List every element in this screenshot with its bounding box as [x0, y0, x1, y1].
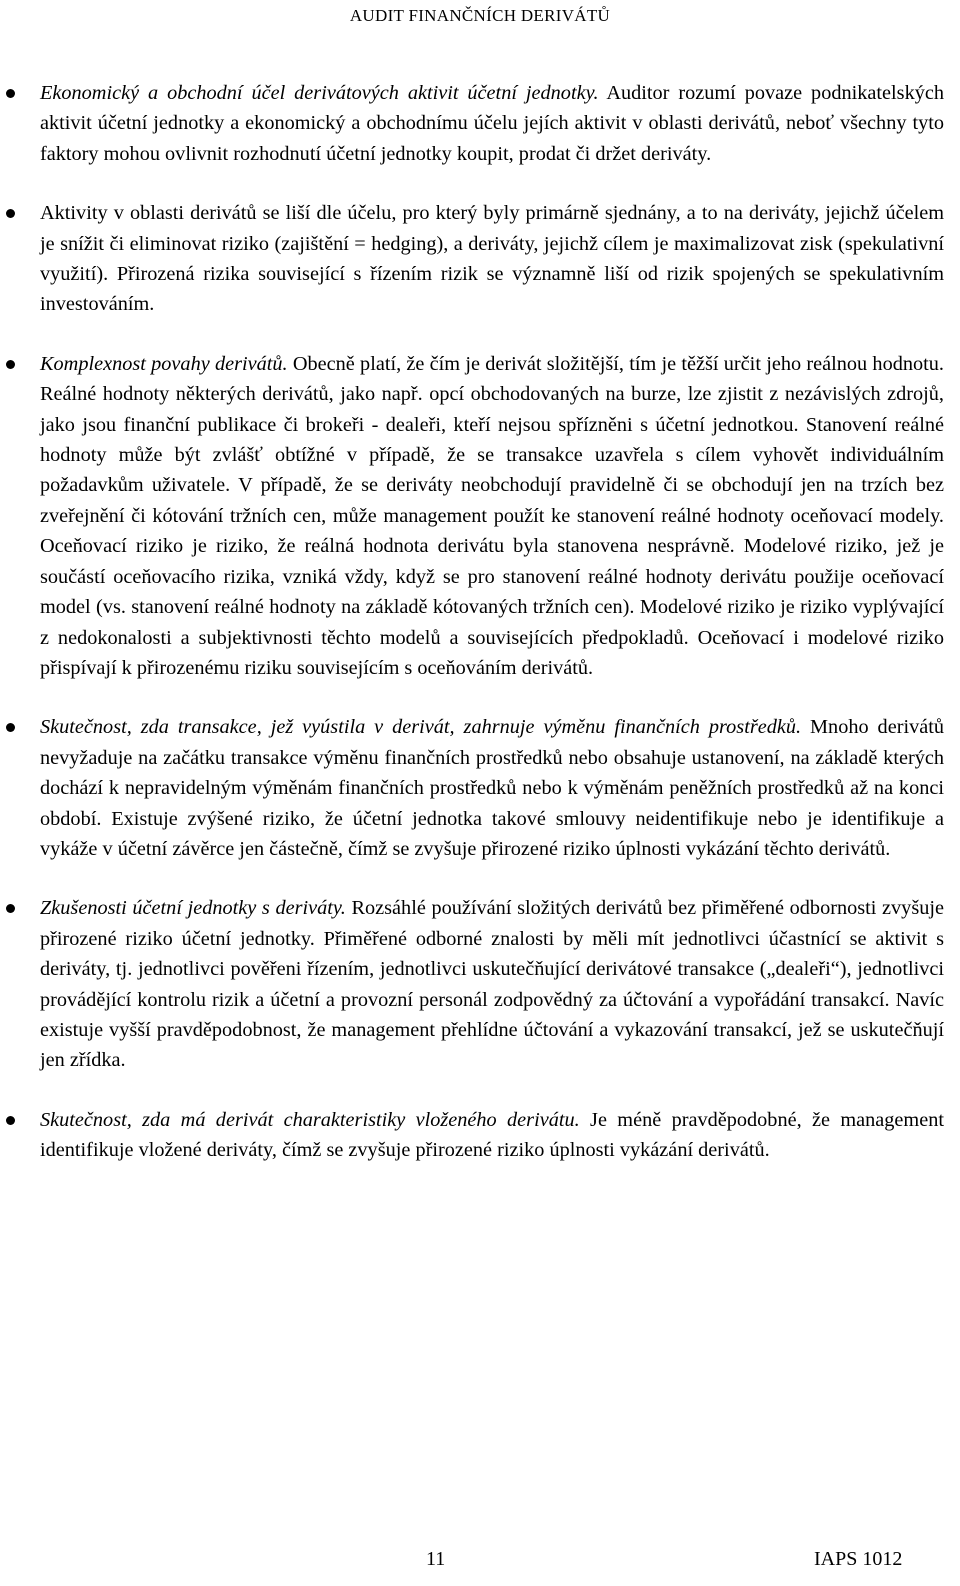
item-text: Aktivity v oblasti derivátů se liší dle účelu, pro který byly primárně sjednány, a to na deriváty, jejichž účelem je snížit či eliminovat riziko (zajištění = hedging), a deriváty, jejichž cílem je maximalizovat zisk (spekulativní využití). Přirozená rizika související s řízením rizik se významně liší od rizik spojených se spekulativním investováním.	[40, 202, 944, 316]
page-number: 11	[426, 1548, 446, 1570]
list-item	[0, 198, 960, 320]
bullet-icon	[6, 360, 15, 369]
bullet-icon	[6, 1116, 15, 1125]
item-lead: Zkušenosti účetní jednotky s deriváty.	[40, 897, 346, 920]
list-item	[0, 893, 960, 1075]
bullet-icon	[6, 89, 15, 98]
item-text: Auditor rozumí povaze podnikatelských aktivit účetní jednotky a ekonomický a obchodnímu účelu jejích aktivit v oblasti derivátů, neboť všechny tyto faktory mohou ovlivnit rozhodnutí účetní jednotky koupit, prodat či držet deriváty.	[40, 82, 944, 165]
running-header: AUDIT FINANČNÍCH DERIVÁTŮ	[349, 6, 611, 25]
item-text: Je méně pravděpodobné, že management identifikuje vložené deriváty, čímž se zvyšuje přirozené riziko úplnosti vykázání derivátů.	[40, 1108, 944, 1162]
item-text: Mnoho derivátů nevyžaduje na začátku transakce výměnu finančních prostředků nebo obsahuje ustanovení, na základě kterých dochází k nepravidelným výměnám finančních prostředků nebo k výměnám peněžních prostředků až na konci období. Existuje zvýšené riziko, že účetní jednotka takové smlouvy neidentifikuje nebo je identifikuje a vykáže v účetní závěrce jen částečně, čímž se zvyšuje přirozené riziko úplnosti vykázání těchto derivátů.	[40, 716, 945, 860]
bullet-list	[0, 78, 960, 1195]
item-lead: Skutečnost, zda má derivát charakteristiky vloženého derivátu.	[40, 1108, 580, 1131]
document-code: IAPS 1012	[814, 1548, 903, 1570]
bullet-icon	[6, 209, 15, 218]
list-item	[0, 1105, 960, 1166]
item-text: Obecně platí, že čím je derivát složitější, tím je těžší určit jeho reálnou hodnotu. Reálné hodnoty některých derivátů, jako např. opcí obchodovaných na burze, lze zjistit z nezávislých zdrojů, jako jsou finanční publikace či brokeři - dealeři, kteří nejsou spřízněni s účetní jednotkou. Stanovení reálné hodnoty může být zvlášť obtížné v případě, že se transakce uzavřela s cílem vyhovět individuálním požadavkům uživatele. V případě, že se deriváty neobchodují pravidelně či se obchodují jen na trzích bez zveřejnění či kótování tržních cen, může management použít ke stanovení reálné hodnoty oceňovací modely. Oceňovací riziko je riziko, že reálná hodnota derivátu byla stanovena nesprávně. Modelové riziko, jež je součástí oceňovacího rizika, vzniká vždy, když se pro stanovení reálné hodnoty derivátu použije oceňovací model (vs. stanovení reálné hodnoty na základě kótovaných tržních cen). Modelové riziko je riziko vyplývající z nedokonalosti a subjektivnosti těchto modelů a souvisejících předpokladů. Oceňovací i modelové riziko přispívají k přirozenému riziku souvisejícím s oceňováním derivátů.	[40, 352, 944, 679]
bullet-icon	[6, 723, 15, 732]
item-lead: Komplexnost povahy derivátů.	[40, 352, 288, 375]
list-item	[0, 712, 960, 864]
list-item	[0, 349, 960, 683]
item-lead: Ekonomický a obchodní účel derivátových aktivit účetní jednotky.	[40, 82, 599, 104]
item-text: Rozsáhlé používání složitých derivátů bez přiměřené odbornosti zvyšuje přirozené riziko účetní jednotky. Přiměřené odborné znalosti by měli mít jednotlivci účastnící se aktivit s deriváty, tj. jednotlivci pověřeni řízením, jednotlivci uskutečňující derivátové transakce („dealeři“), jednotlivci provádějící kontrolu rizik a účetní a provozní personál zodpovědný za účtování a vypořádání transakcí. Navíc existuje vyšší pravděpodobnost, že management přehlídne účtování a vykazování transakcí, jež se uskutečňují jen zřídka.	[40, 897, 944, 1072]
bullet-icon	[6, 904, 15, 913]
list-item	[0, 78, 960, 169]
item-lead: Skutečnost, zda transakce, jež vyústila v derivát, zahrnuje výměnu finančních prostředků.	[40, 716, 802, 739]
